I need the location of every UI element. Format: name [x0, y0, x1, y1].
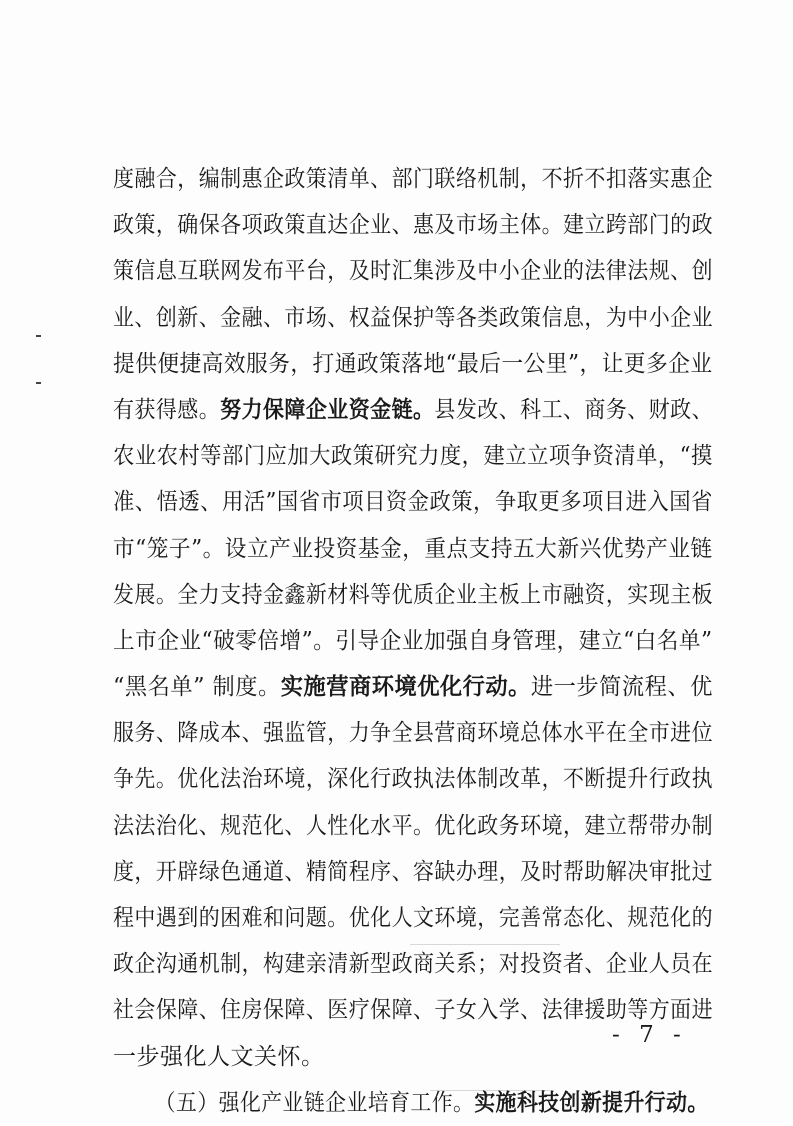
text-run: 上市企业“破零倍增”。引导企业加强自身管理，建立“白名单”: [113, 627, 713, 654]
text-run: 市“笼子”。设立产业投资基金，重点支持五大新兴优势产业链: [113, 535, 713, 562]
text-run: 度融合，编制惠企政策清单、部门联络机制，不折不扣落实惠企: [113, 166, 713, 192]
text-line: [113, 295, 713, 341]
text-run: 争先。优化法治环境，深化行政执法体制改革，不断提升行政执: [113, 766, 713, 793]
text-run: 有获得感。: [113, 396, 221, 423]
text-run: 农业农村等部门应加大政策研究力度，建立立项争资清单，“摸: [113, 443, 713, 470]
text-line: [113, 664, 713, 710]
text-line: [113, 156, 713, 202]
text-run: 服务、降成本、强监管，力争全县营商环境总体水平在全市进位: [113, 720, 713, 747]
text-line: [113, 202, 713, 248]
text-run: 度，开辟绿色通道、精简程序、容缺办理，及时帮助解决审批过: [113, 858, 713, 885]
text-line: [113, 756, 713, 802]
text-run: “黑名单” 制度。: [113, 674, 281, 701]
text-line: [113, 1080, 709, 1126]
text-line: [113, 341, 713, 387]
margin-mark: [36, 382, 41, 384]
text-run: 社会保障、住房保障、医疗保障、子女入学、法律援助等方面进: [113, 997, 713, 1024]
text-line: [113, 479, 713, 525]
text-line: [113, 387, 713, 433]
text-line: [113, 849, 713, 895]
text-run: 法法治化、规范化、人性化水平。优化政务环境，建立帮带办制: [113, 812, 713, 839]
text-run: 进一步简流程、优: [530, 674, 713, 701]
text-line: [113, 526, 713, 572]
text-run: 政策，确保各项政策直达企业、惠及市场主体。建立跨部门的政: [113, 212, 713, 239]
text-run: 发展。全力支持金鑫新材料等优质企业主板上市融资，实现主板: [113, 581, 713, 608]
text-run: （五）强化产业链企业培育工作。: [154, 1089, 475, 1116]
text-line: [113, 248, 713, 294]
text-line: [113, 572, 713, 618]
body-text: [113, 156, 713, 1126]
text-line: [113, 433, 713, 479]
text-line: [113, 987, 713, 1033]
text-line: [113, 803, 713, 849]
text-run: 业、创新、金融、市场、权益保护等各类政策信息，为中小企业: [113, 304, 713, 331]
text-line: [113, 941, 713, 987]
text-run: 准、悟透、用活”国省市项目资金政策，争取更多项目进入国省: [113, 489, 713, 516]
bold-heading-run: 实施科技创新提升行动。: [474, 1089, 709, 1116]
page-number: - 7 -: [612, 1022, 687, 1048]
bold-heading-run: 实施营商环境优化行动。: [280, 674, 531, 701]
text-run: 一步强化人文关怀。: [113, 1043, 325, 1070]
margin-mark: [36, 335, 41, 337]
text-run: 县发改、科工、商务、财政、: [434, 396, 713, 423]
text-line: [113, 895, 713, 941]
text-run: 政企沟通机制，构建亲清新型政商关系；对投资者、企业人员在: [113, 951, 713, 978]
text-line: [113, 618, 713, 664]
text-run: 提供便捷高效服务，打通政策落地“最后一公里”，让更多企业: [113, 350, 713, 377]
text-line: [113, 710, 713, 756]
text-run: 策信息互联网发布平台，及时汇集涉及中小企业的法律法规、创: [113, 258, 713, 285]
bold-heading-run: 努力保障企业资金链。: [220, 396, 435, 423]
text-run: 程中遇到的困难和问题。优化人文环境，完善常态化、规范化的: [113, 905, 713, 931]
